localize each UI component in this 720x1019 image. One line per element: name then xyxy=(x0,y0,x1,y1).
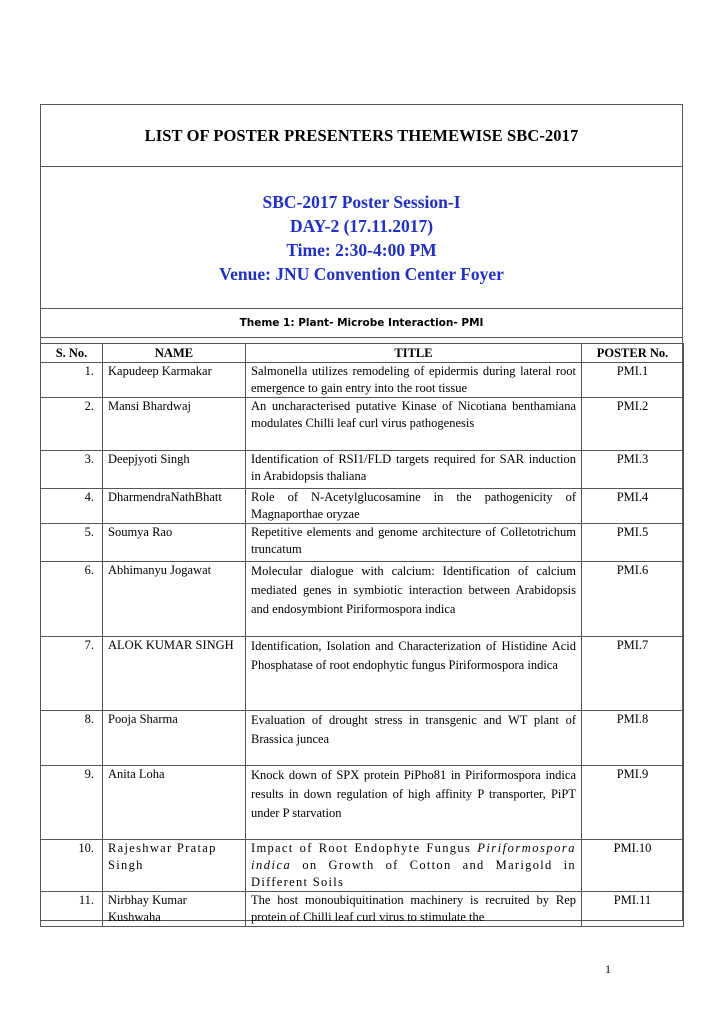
title-text: Impact of Root Endophyte Fungus xyxy=(251,841,472,855)
cell-sno: 11. xyxy=(41,892,103,927)
cell-name: DharmendraNathBhatt xyxy=(103,489,246,524)
cell-poster: PMI.3 xyxy=(582,451,684,489)
cell-title: Salmonella utilizes remodeling of epidermis during lateral root emergence to gain entry into the root tissue xyxy=(246,363,582,398)
session-name: SBC-2017 Poster Session-I xyxy=(262,192,461,212)
cell-sno: 1. xyxy=(41,363,103,398)
header-poster: POSTER No. xyxy=(582,344,684,363)
species-name: Piriformospora indica xyxy=(251,841,576,872)
session-info xyxy=(41,167,682,309)
table-row xyxy=(41,562,684,637)
cell-sno: 2. xyxy=(41,398,103,451)
cell-poster: PMI.1 xyxy=(582,363,684,398)
theme-heading xyxy=(41,309,682,338)
cell-poster: PMI.9 xyxy=(582,766,684,840)
theme-label: Theme 1: Plant- Microbe Interaction- PMI xyxy=(239,317,484,329)
cell-poster: PMI.8 xyxy=(582,711,684,766)
cell-sno: 8. xyxy=(41,711,103,766)
table-row xyxy=(41,489,684,524)
table-row xyxy=(41,711,684,766)
cell-sno: 5. xyxy=(41,524,103,562)
cell-poster: PMI.11 xyxy=(582,892,684,927)
cell-name: Pooja Sharma xyxy=(103,711,246,766)
document-frame xyxy=(40,104,683,924)
header-sno: S. No. xyxy=(41,344,103,363)
cell-poster: PMI.2 xyxy=(582,398,684,451)
table-row xyxy=(41,363,684,398)
table-header-row xyxy=(41,344,684,363)
cell-title: Knock down of SPX protein PiPho81 in Piriformospora indica results in down regulation of high affinity P transporter, PiPT under P starvation xyxy=(246,766,582,840)
cell-name: Mansi Bhardwaj xyxy=(103,398,246,451)
table-row xyxy=(41,451,684,489)
cell-title: Evaluation of drought stress in transgenic and WT plant of Brassica juncea xyxy=(246,711,582,766)
table-row xyxy=(41,637,684,711)
session-time: Time: 2:30-4:00 PM xyxy=(286,240,437,260)
cell-poster: PMI.4 xyxy=(582,489,684,524)
cell-poster: PMI.6 xyxy=(582,562,684,637)
cell-sno: 6. xyxy=(41,562,103,637)
cell-poster: PMI.7 xyxy=(582,637,684,711)
cell-name: Anita Loha xyxy=(103,766,246,840)
header-name: NAME xyxy=(103,344,246,363)
cell-title: Role of N-Acetylglucosamine in the pathogenicity of Magnaporthae oryzae xyxy=(246,489,582,524)
cell-sno: 9. xyxy=(41,766,103,840)
table-row xyxy=(41,524,684,562)
cell-title: An uncharacterised putative Kinase of Nicotiana benthamiana modulates Chilli leaf curl virus pathogenesis xyxy=(246,398,582,451)
table-row xyxy=(41,398,684,451)
title-box xyxy=(41,105,682,167)
table-row xyxy=(41,840,684,892)
cell-name: ALOK KUMAR SINGH xyxy=(103,637,246,711)
cell-title: The host monoubiquitination machinery is recruited by Rep protein of Chilli leaf curl virus to stimulate the xyxy=(246,892,582,927)
cell-title: Repetitive elements and genome architecture of Colletotrichum truncatum xyxy=(246,524,582,562)
cell-name: Deepjyoti Singh xyxy=(103,451,246,489)
page-number: 1 xyxy=(605,962,611,976)
page-title: LIST OF POSTER PRESENTERS THEMEWISE SBC-2017 xyxy=(144,125,579,145)
cell-title: Identification, Isolation and Characterization of Histidine Acid Phosphatase of root endophytic fungus Piriformospora indica xyxy=(246,637,582,711)
session-day: DAY-2 (17.11.2017) xyxy=(289,216,434,236)
cell-title: Molecular dialogue with calcium: Identification of calcium mediated genes in symbiotic interaction between Arabidopsis and endosymbiont Piriformospora indica xyxy=(246,562,582,637)
poster-table xyxy=(40,343,684,927)
title-text: on Growth of Cotton and Marigold in Different Soils xyxy=(251,858,576,889)
cell-poster: PMI.10 xyxy=(582,840,684,892)
cell-title xyxy=(246,840,582,892)
cell-name: Kapudeep Karmakar xyxy=(103,363,246,398)
cell-sno: 3. xyxy=(41,451,103,489)
table-row xyxy=(41,766,684,840)
session-venue: Venue: JNU Convention Center Foyer xyxy=(219,264,504,284)
cell-name: Soumya Rao xyxy=(103,524,246,562)
cell-poster: PMI.5 xyxy=(582,524,684,562)
cell-name: Abhimanyu Jogawat xyxy=(103,562,246,637)
cell-title: Identification of RSI1/FLD targets required for SAR induction in Arabidopsis thaliana xyxy=(246,451,582,489)
cell-name: Rajeshwar Pratap Singh xyxy=(103,840,246,892)
header-title: TITLE xyxy=(246,344,582,363)
table-row xyxy=(41,892,684,927)
cell-sno: 7. xyxy=(41,637,103,711)
cell-name: Nirbhay Kumar Kushwaha xyxy=(103,892,246,927)
cell-sno: 4. xyxy=(41,489,103,524)
cell-sno: 10. xyxy=(41,840,103,892)
